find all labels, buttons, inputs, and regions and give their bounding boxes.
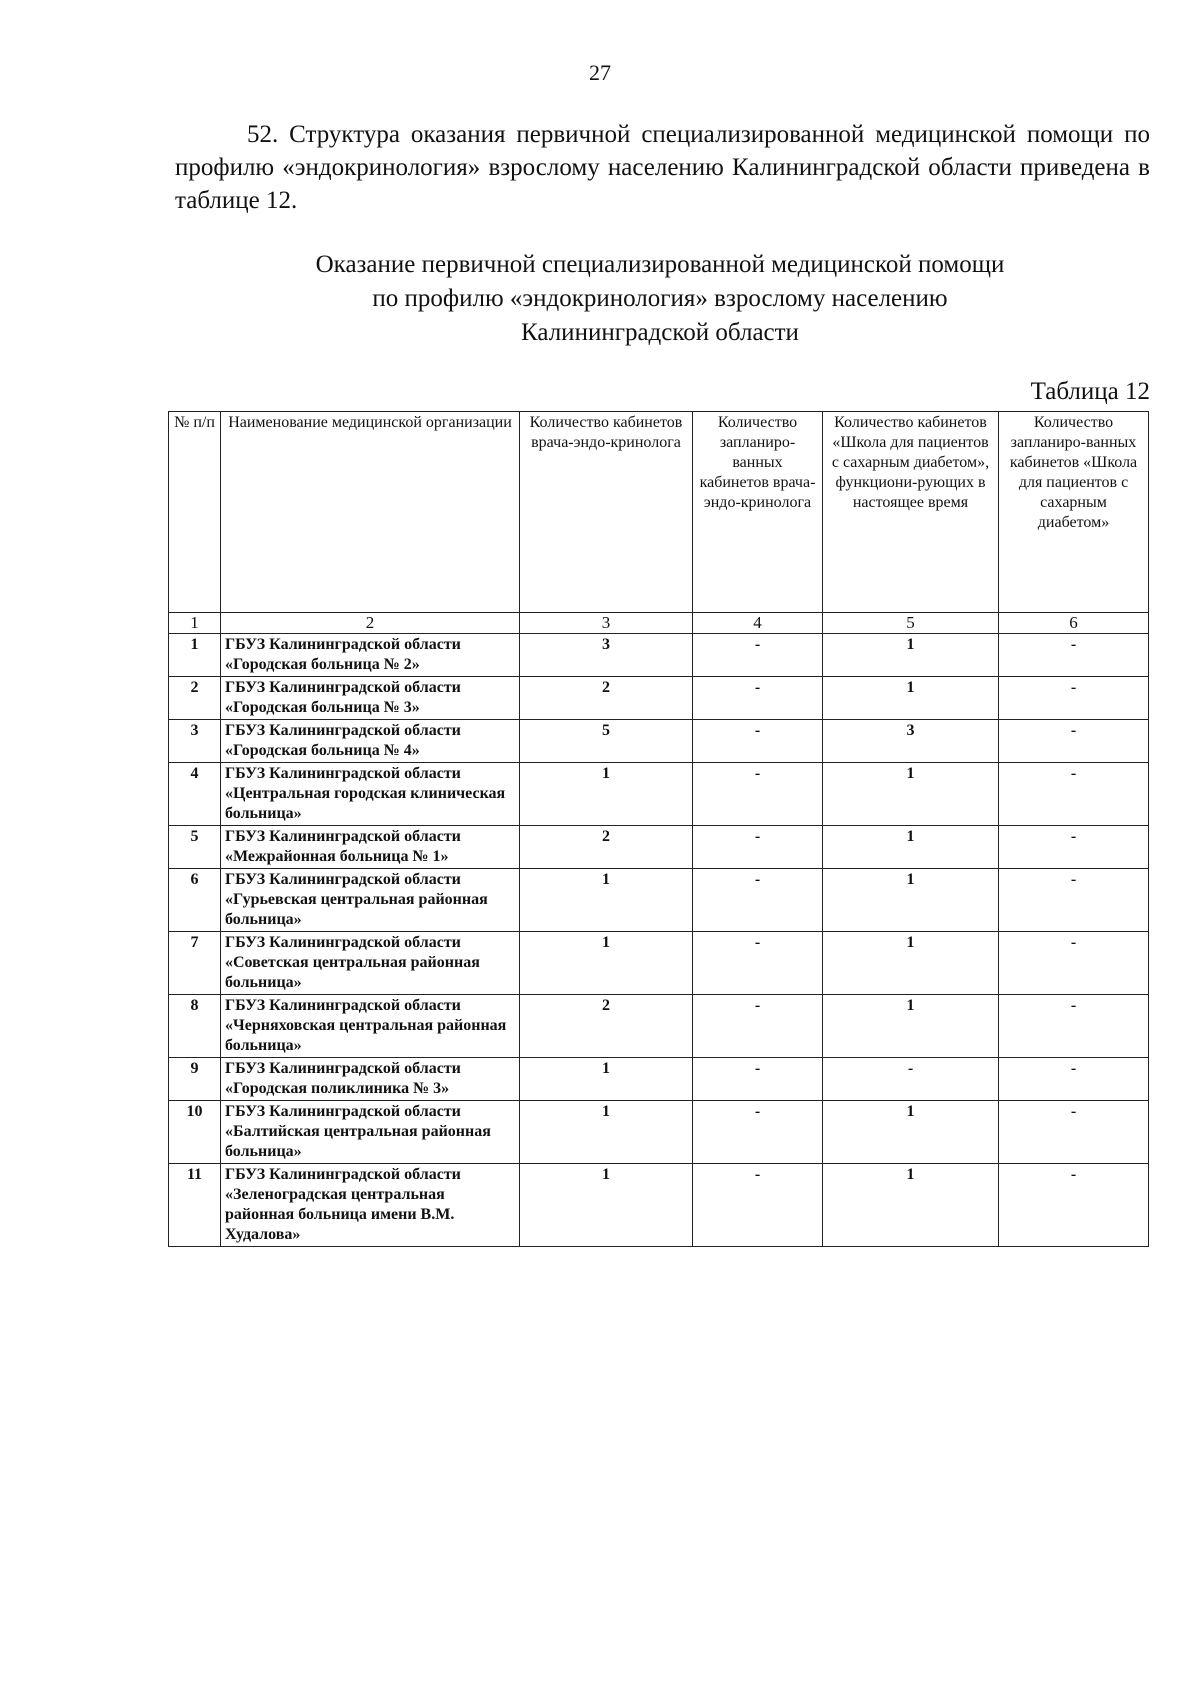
planned-endocrinologist-offices: - xyxy=(693,826,823,869)
organization-name: ГБУЗ Калининградской области «Балтийская центральная районная больница» xyxy=(221,1101,520,1164)
diabetes-school-offices: - xyxy=(823,1058,999,1101)
table-row xyxy=(169,763,1149,826)
endocrinologist-offices: 1 xyxy=(520,1058,693,1101)
planned-diabetes-school-offices: - xyxy=(999,763,1149,826)
planned-endocrinologist-offices: - xyxy=(693,1101,823,1164)
table-title-line: по профилю «эндокринология» взрослому населению xyxy=(372,285,948,312)
diabetes-school-offices: 1 xyxy=(823,1101,999,1164)
table-title-line: Оказание первичной специализированной медицинской помощи xyxy=(315,251,1005,278)
endocrinologist-offices: 1 xyxy=(520,869,693,932)
table-row xyxy=(169,1164,1149,1247)
endocrinologist-offices: 3 xyxy=(520,634,693,677)
planned-diabetes-school-offices: - xyxy=(999,634,1149,677)
diabetes-school-offices: 1 xyxy=(823,869,999,932)
row-number: 4 xyxy=(169,763,221,826)
column-header: Количество кабинетов врача-эндо-кринолога xyxy=(520,412,693,613)
table-row xyxy=(169,869,1149,932)
column-number-row xyxy=(169,613,1149,634)
table-title-line: Калининградской области xyxy=(521,319,799,346)
column-header: Количество запланиро-ванных кабинетов врача-эндо-кринолога xyxy=(693,412,823,613)
organization-name: ГБУЗ Калининградской области «Межрайонная больница № 1» xyxy=(221,826,520,869)
table-row xyxy=(169,1058,1149,1101)
planned-diabetes-school-offices: - xyxy=(999,932,1149,995)
column-number: 5 xyxy=(823,613,999,634)
planned-endocrinologist-offices: - xyxy=(693,720,823,763)
table-row xyxy=(169,1101,1149,1164)
endocrinologist-offices: 2 xyxy=(520,826,693,869)
planned-endocrinologist-offices: - xyxy=(693,677,823,720)
table-row xyxy=(169,634,1149,677)
column-number: 3 xyxy=(520,613,693,634)
planned-diabetes-school-offices: - xyxy=(999,720,1149,763)
row-number: 6 xyxy=(169,869,221,932)
organization-name: ГБУЗ Калининградской области «Центральная городская клиническая больница» xyxy=(221,763,520,826)
column-number: 6 xyxy=(999,613,1149,634)
row-number: 2 xyxy=(169,677,221,720)
column-header: Количество кабинетов «Школа для пациентов с сахарным диабетом», функциони-рующих в настоящее время xyxy=(823,412,999,613)
organization-name: ГБУЗ Калининградской области «Гурьевская центральная районная больница» xyxy=(221,869,520,932)
row-number: 10 xyxy=(169,1101,221,1164)
endocrinology-table xyxy=(168,411,1149,1247)
planned-endocrinologist-offices: - xyxy=(693,1164,823,1247)
table-label: Таблица 12 xyxy=(1030,378,1150,405)
endocrinologist-offices: 2 xyxy=(520,677,693,720)
row-number: 11 xyxy=(169,1164,221,1247)
row-number: 9 xyxy=(169,1058,221,1101)
endocrinologist-offices: 2 xyxy=(520,995,693,1058)
page-number: 27 xyxy=(589,60,611,85)
column-header: Количество запланиро-ванных кабинетов «Школа для пациентов с сахарным диабетом» xyxy=(999,412,1149,613)
column-number: 2 xyxy=(221,613,520,634)
row-number: 5 xyxy=(169,826,221,869)
planned-endocrinologist-offices: - xyxy=(693,634,823,677)
table-row xyxy=(169,932,1149,995)
table-row xyxy=(169,720,1149,763)
table-row xyxy=(169,826,1149,869)
planned-diabetes-school-offices: - xyxy=(999,677,1149,720)
endocrinologist-offices: 5 xyxy=(520,720,693,763)
planned-diabetes-school-offices: - xyxy=(999,1101,1149,1164)
planned-diabetes-school-offices: - xyxy=(999,1164,1149,1247)
diabetes-school-offices: 1 xyxy=(823,634,999,677)
planned-endocrinologist-offices: - xyxy=(693,869,823,932)
diabetes-school-offices: 1 xyxy=(823,677,999,720)
endocrinologist-offices: 1 xyxy=(520,763,693,826)
diabetes-school-offices: 1 xyxy=(823,763,999,826)
planned-endocrinologist-offices: - xyxy=(693,763,823,826)
intro-paragraph: 52. Структура оказания первичной специализированной медицинской помощи по профилю «эндокринология» взрослому населению Калининградской области приведена в таблице 12. xyxy=(175,121,1150,214)
row-number: 1 xyxy=(169,634,221,677)
planned-diabetes-school-offices: - xyxy=(999,995,1149,1058)
planned-endocrinologist-offices: - xyxy=(693,932,823,995)
organization-name: ГБУЗ Калининградской области «Городская поликлиника № 3» xyxy=(221,1058,520,1101)
organization-name: ГБУЗ Калининградской области «Городская больница № 4» xyxy=(221,720,520,763)
diabetes-school-offices: 1 xyxy=(823,995,999,1058)
diabetes-school-offices: 3 xyxy=(823,720,999,763)
planned-diabetes-school-offices: - xyxy=(999,1058,1149,1101)
column-number: 4 xyxy=(693,613,823,634)
planned-endocrinologist-offices: - xyxy=(693,995,823,1058)
column-header: № п/п xyxy=(169,412,221,613)
planned-diabetes-school-offices: - xyxy=(999,869,1149,932)
table-row xyxy=(169,995,1149,1058)
organization-name: ГБУЗ Калининградской области «Городская больница № 3» xyxy=(221,677,520,720)
endocrinologist-offices: 1 xyxy=(520,932,693,995)
row-number: 7 xyxy=(169,932,221,995)
endocrinologist-offices: 1 xyxy=(520,1101,693,1164)
column-header: Наименование медицинской организации xyxy=(221,412,520,613)
row-number: 8 xyxy=(169,995,221,1058)
planned-diabetes-school-offices: - xyxy=(999,826,1149,869)
organization-name: ГБУЗ Калининградской области «Городская больница № 2» xyxy=(221,634,520,677)
organization-name: ГБУЗ Калининградской области «Советская центральная районная больница» xyxy=(221,932,520,995)
diabetes-school-offices: 1 xyxy=(823,826,999,869)
endocrinologist-offices: 1 xyxy=(520,1164,693,1247)
table-title xyxy=(200,248,1120,350)
planned-endocrinologist-offices: - xyxy=(693,1058,823,1101)
row-number: 3 xyxy=(169,720,221,763)
diabetes-school-offices: 1 xyxy=(823,1164,999,1247)
column-number: 1 xyxy=(169,613,221,634)
organization-name: ГБУЗ Калининградской области «Черняховская центральная районная больница» xyxy=(221,995,520,1058)
table-header-row xyxy=(169,412,1149,613)
table-row xyxy=(169,677,1149,720)
diabetes-school-offices: 1 xyxy=(823,932,999,995)
organization-name: ГБУЗ Калининградской области «Зеленоградская центральная районная больница имени В.М. Худалова» xyxy=(221,1164,520,1247)
